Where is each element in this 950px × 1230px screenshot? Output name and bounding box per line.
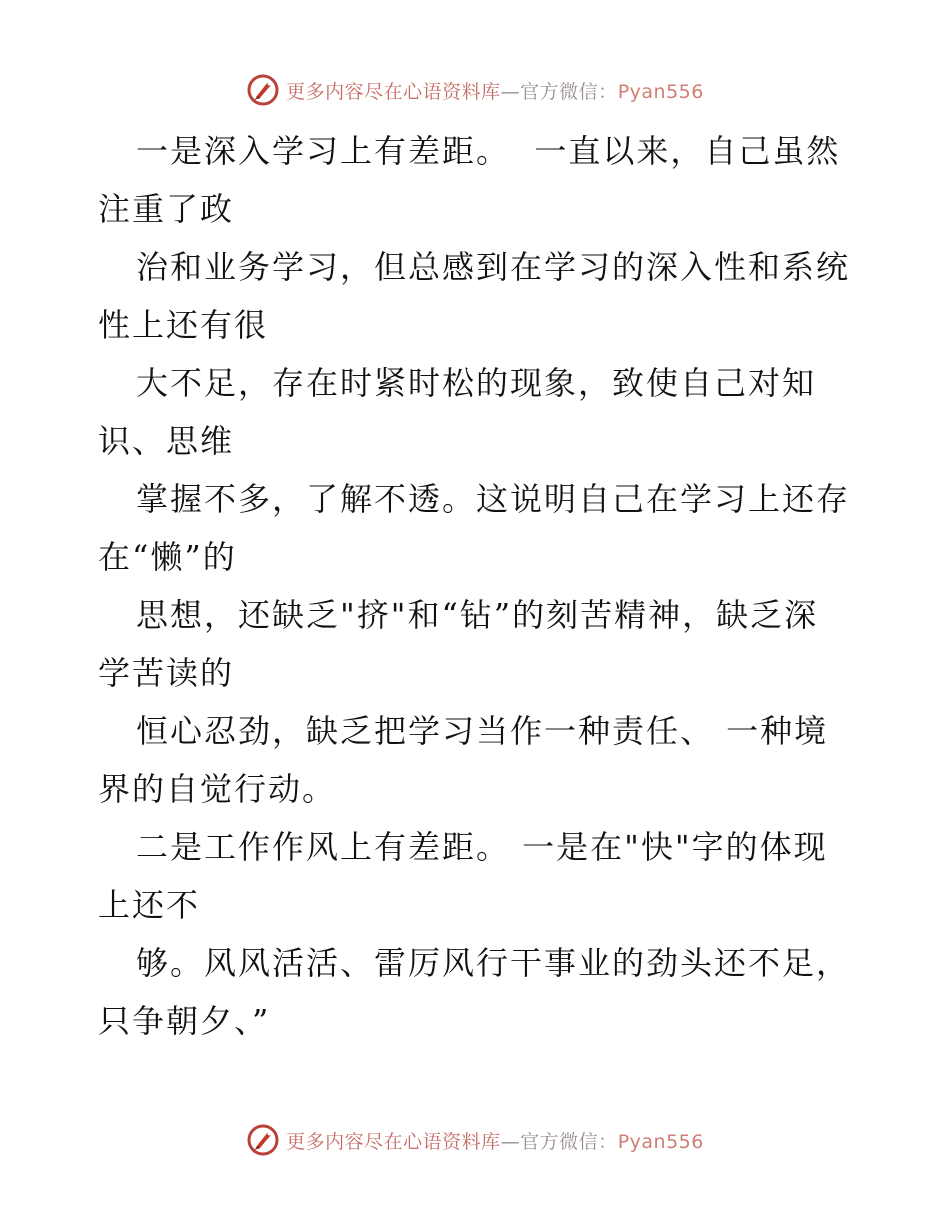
text-line: 掌握不多，了解不透。这说明自己在学习上还存 xyxy=(136,480,851,518)
document-body xyxy=(98,122,858,1050)
banner-label: 官方微信： xyxy=(520,80,618,103)
text-line: 在“懒”的 xyxy=(98,538,237,576)
banner-title: 更多内容尽在心语资料库 xyxy=(286,80,501,103)
banner-label: 官方微信： xyxy=(520,1130,618,1153)
pen-logo-icon xyxy=(246,1123,280,1157)
text-line: 思想，还缺乏"挤"和“钻”的刻苦精神，缺乏深 xyxy=(136,596,819,634)
text-line: 大不足，存在时紧时松的现象，致使自己对知 xyxy=(136,364,817,402)
text-line: 只争朝夕、” xyxy=(98,1002,271,1040)
text-line: 识、思维 xyxy=(98,422,235,460)
text-line: 界的自觉行动。 xyxy=(98,770,337,808)
text-line: 二是工作作风上有差距。 一是在"快"字的体现 xyxy=(136,828,828,866)
banner-dash: — xyxy=(500,80,521,103)
wechat-id: Pyan556 xyxy=(617,80,704,103)
text-line: 一是深入学习上有差距。 一直以来，自己虽然 xyxy=(136,132,841,170)
text-line: 学苦读的 xyxy=(98,654,235,692)
footer-banner xyxy=(0,1120,950,1160)
text-line: 性上还有很 xyxy=(98,306,269,344)
text-line: 上还不 xyxy=(98,886,201,924)
text-line: 恒心忍劲，缺乏把学习当作一种责任、 一种境 xyxy=(136,712,829,750)
pen-logo-icon xyxy=(246,73,280,107)
header-banner xyxy=(0,70,950,110)
text-line: 注重了政 xyxy=(98,190,235,228)
banner-dash: — xyxy=(500,1130,521,1153)
wechat-id: Pyan556 xyxy=(617,1130,704,1153)
banner-title: 更多内容尽在心语资料库 xyxy=(286,1130,501,1153)
text-line: 够。风风活活、雷厉风行干事业的劲头还不足， xyxy=(136,944,851,982)
text-line: 治和业务学习，但总感到在学习的深入性和系统 xyxy=(136,248,851,286)
